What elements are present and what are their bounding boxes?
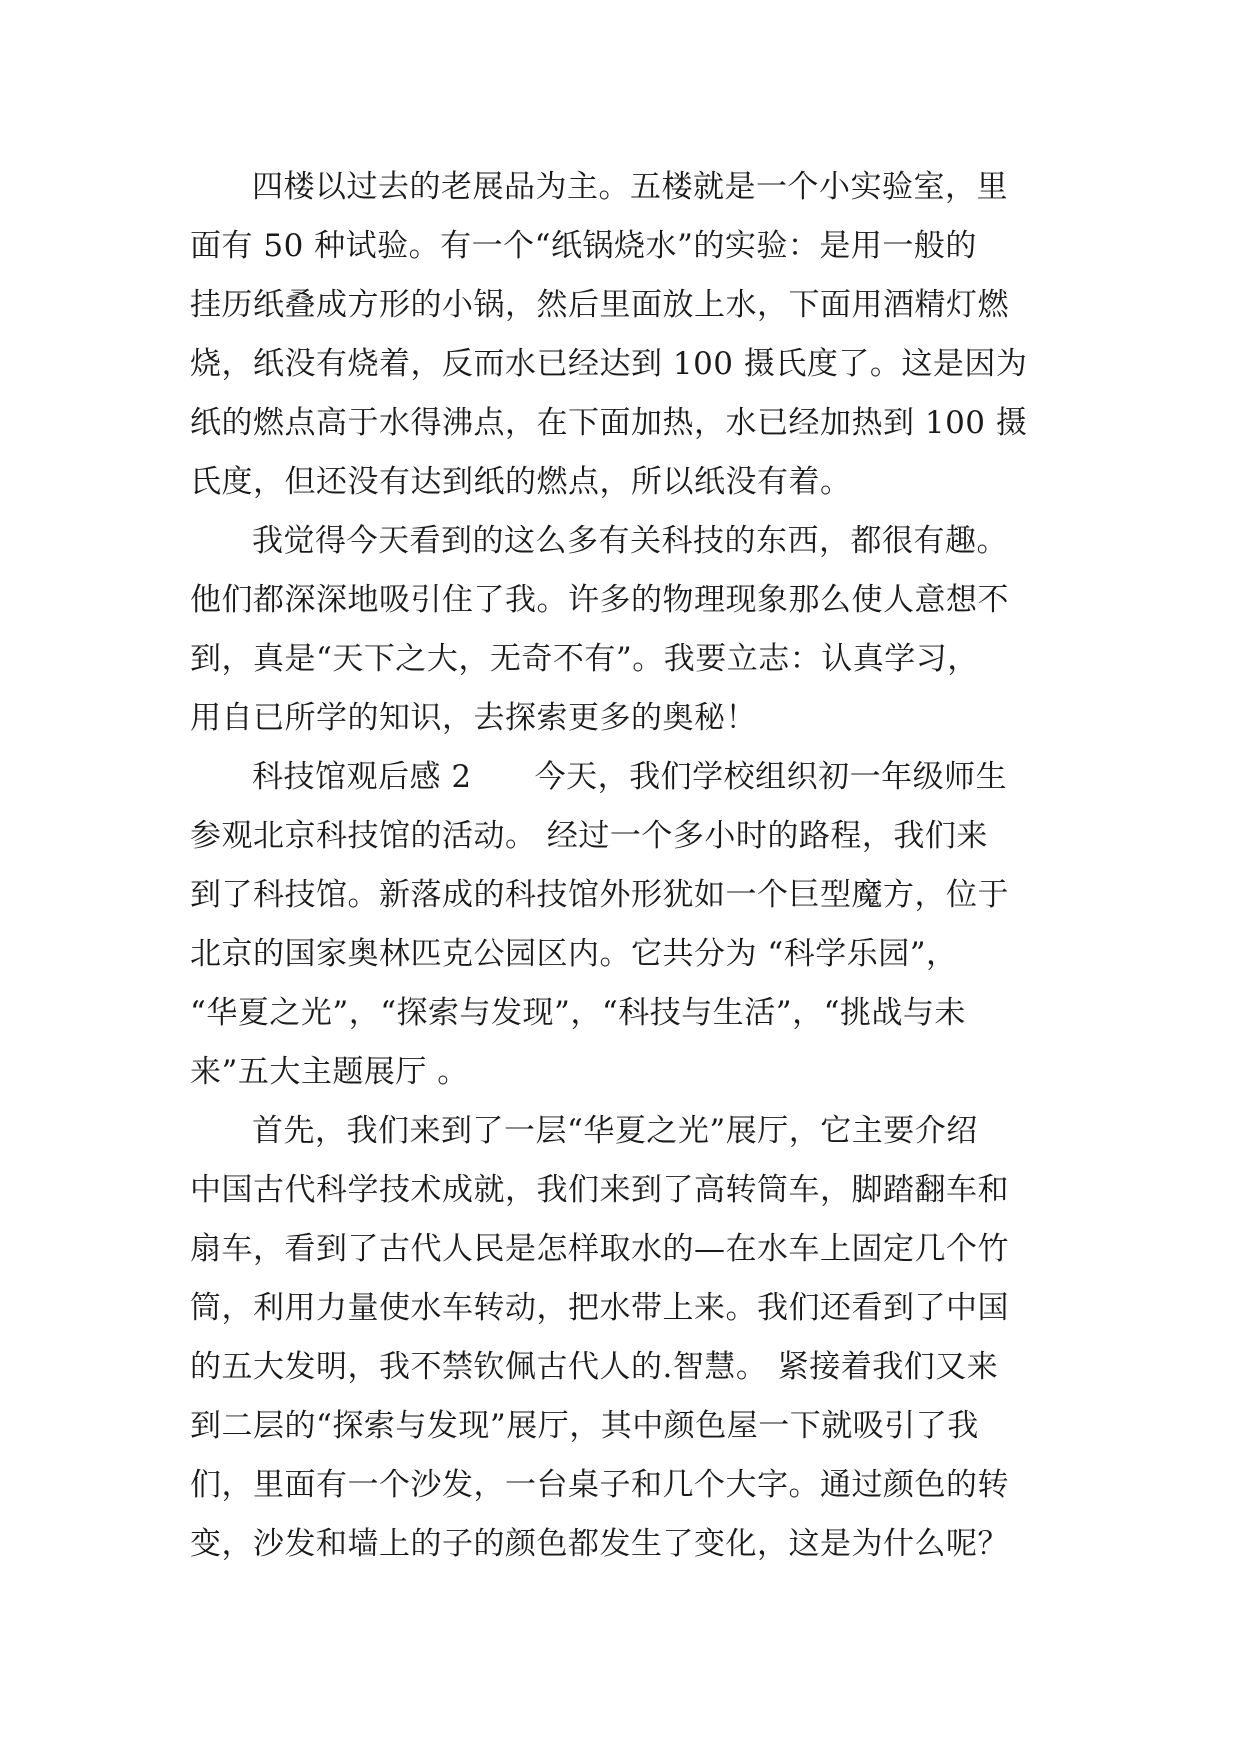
text-line: 北京的国家奥林匹克公园区内。它共分为 “科学乐园”，	[190, 936, 958, 972]
text-line: 扇车，看到了古代人民是怎样取水的—在水车上固定几个竹	[190, 1231, 1009, 1267]
paragraph-4	[190, 1102, 1070, 1574]
text-line: 筒，利用力量使水车转动，把水带上来。我们还看到了中国	[190, 1290, 1009, 1326]
text-line: 首先，我们来到了一层“华夏之光”展厅，它主要介绍	[252, 1113, 978, 1149]
text-line: 纸的燃点高于水得沸点，在下面加热，水已经加热到 100 摄	[190, 405, 1028, 441]
paragraph-1	[190, 158, 1070, 512]
text-line: “华夏之光”，“探索与发现”，“科技与生活”，“挑战与未	[190, 995, 966, 1031]
text-line: 的五大发明，我不禁钦佩古代人的.智慧。 紧接着我们又来	[190, 1349, 999, 1385]
text-line: 我觉得今天看到的这么多有关科技的东西，都很有趣。	[252, 523, 1008, 559]
text-line: 四楼以过去的老展品为主。五楼就是一个小实验室，里	[252, 169, 1008, 205]
text-line: 用自已所学的知识，去探索更多的奥秘！	[190, 700, 757, 736]
paragraph-3	[190, 748, 1070, 1102]
text-line: 到，真是“天下之大，无奇不有”。我要立志：认真学习，	[190, 641, 979, 677]
text-line: 中国古代科学技术成就，我们来到了高转筒车，脚踏翻车和	[190, 1172, 1009, 1208]
text-line: 科技馆观后感 2 今天，我们学校组织初一年级师生	[252, 759, 1008, 795]
text-line: 来”五大主题展厅 。	[190, 1054, 469, 1090]
text-line: 到二层的“探索与发现”展厅，其中颜色屋一下就吸引了我	[190, 1408, 979, 1444]
text-line: 他们都深深地吸引住了我。许多的物理现象那么使人意想不	[190, 582, 1009, 618]
text-line: 氏度，但还没有达到纸的燃点，所以纸没有着。	[190, 464, 852, 500]
text-line: 们，里面有一个沙发，一台桌子和几个大字。通过颜色的转	[190, 1467, 1009, 1503]
text-line: 挂历纸叠成方形的小锅，然后里面放上水，下面用酒精灯燃	[190, 287, 1009, 323]
document-body	[190, 158, 1070, 1574]
text-line: 变，沙发和墙上的子的颜色都发生了变化，这是为什么呢？	[190, 1526, 1009, 1562]
text-line: 到了科技馆。新落成的科技馆外形犹如一个巨型魔方，位于	[190, 877, 1009, 913]
text-line: 烧，纸没有烧着，反而水已经达到 100 摄氏度了。这是因为	[190, 346, 1028, 382]
text-line: 面有 50 种试验。有一个“纸锅烧水”的实验：是用一般的	[190, 228, 977, 264]
paragraph-2	[190, 512, 1070, 748]
text-line: 参观北京科技馆的活动。 经过一个多小时的路程，我们来	[190, 818, 988, 854]
